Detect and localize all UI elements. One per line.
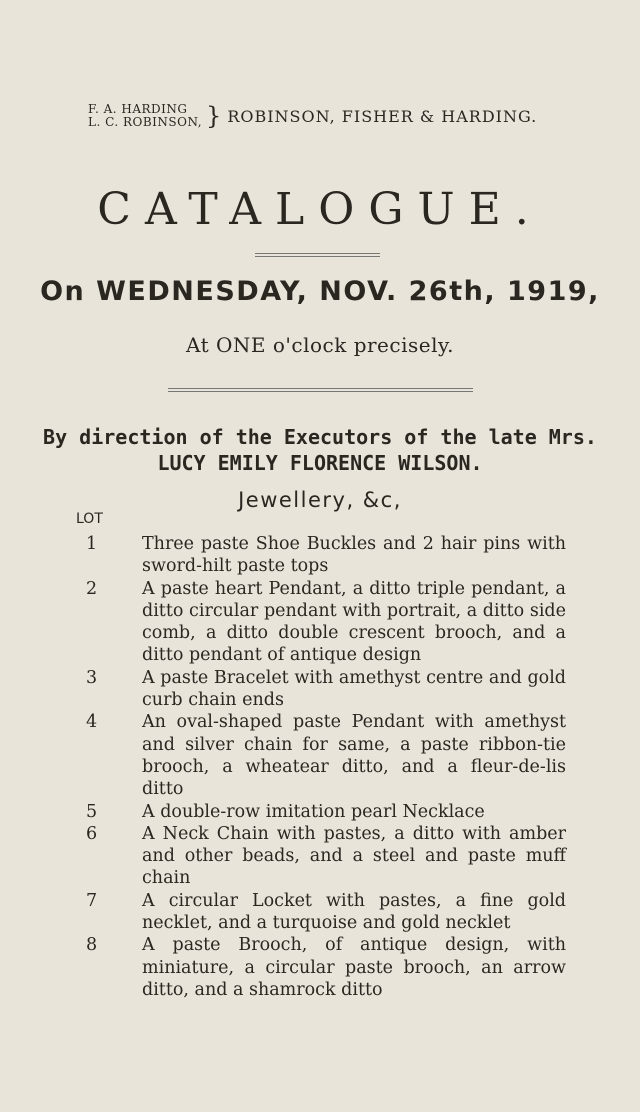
partner-name: F. A. HARDING: [88, 102, 188, 116]
lot-entry: [86, 823, 566, 890]
brace-glyph: }: [206, 102, 222, 130]
lot-list: [86, 533, 566, 1001]
lot-column-heading: LOT: [76, 511, 103, 527]
partner-names: [88, 103, 202, 129]
lot-entry: [86, 578, 566, 667]
lot-description: A paste Brooch, of antique design, with miniature, a circular paste brooch, an arrow ditto, and a shamrock ditto: [142, 935, 566, 1000]
lot-number: 3: [86, 667, 98, 688]
catalogue-title: CATALOGUE.: [97, 184, 543, 235]
lot-entry: [86, 667, 566, 712]
sale-time: At ONE o'clock precisely.: [186, 333, 454, 357]
lot-description: An oval-shaped paste Pendant with amethyst and silver chain for same, a paste ribbon-tie brooch, a wheatear ditto, and a fleur-de-lis ditto: [142, 712, 566, 800]
sale-date: On WEDNESDAY, NOV. 26th, 1919,: [40, 276, 600, 307]
lot-entry: [86, 711, 566, 800]
firm-header: [88, 103, 537, 129]
lot-description: Three paste Shoe Buckles and 2 hair pins with sword-hilt paste tops: [142, 534, 566, 577]
lot-description: A paste heart Pendant, a ditto triple pendant, a ditto circular pendant with portrait, a ditto side comb, a ditto double crescent brooch, and a ditto pendant of antique design: [142, 578, 566, 666]
lot-number: 8: [86, 935, 98, 956]
lot-description: A circular Locket with pastes, a fine gold necklet, and a turquoise and gold necklet: [142, 890, 566, 934]
firm-name: ROBINSON, FISHER & HARDING.: [227, 106, 538, 126]
lot-number: 2: [86, 578, 98, 599]
lot-entry: [86, 890, 566, 935]
lot-description: A paste Bracelet with amethyst centre and gold curb chain ends: [142, 667, 566, 711]
partner-name: L. C. ROBINSON,: [88, 115, 203, 129]
lot-entry: [86, 934, 566, 1001]
deceased-name: LUCY EMILY FLORENCE WILSON.: [157, 451, 483, 475]
direction-line: By direction of the Executors of the late Mrs.: [43, 425, 597, 449]
title-divider: [255, 253, 380, 257]
direction-block: [0, 424, 640, 476]
time-divider: [168, 388, 473, 392]
lot-number: 1: [86, 534, 98, 554]
section-title: Jewellery, &c,: [238, 488, 402, 512]
lot-entry: [86, 533, 566, 578]
lot-number: 4: [86, 712, 98, 733]
lot-description: A Neck Chain with pastes, a ditto with amber and other beads, and a steel and paste muff chain: [142, 823, 566, 889]
lot-entry: [86, 801, 566, 823]
lot-description: A double-row imitation pearl Necklace: [142, 801, 485, 822]
lot-number: 5: [86, 801, 98, 822]
lot-number: 6: [86, 823, 98, 844]
lot-number: 7: [86, 890, 98, 911]
